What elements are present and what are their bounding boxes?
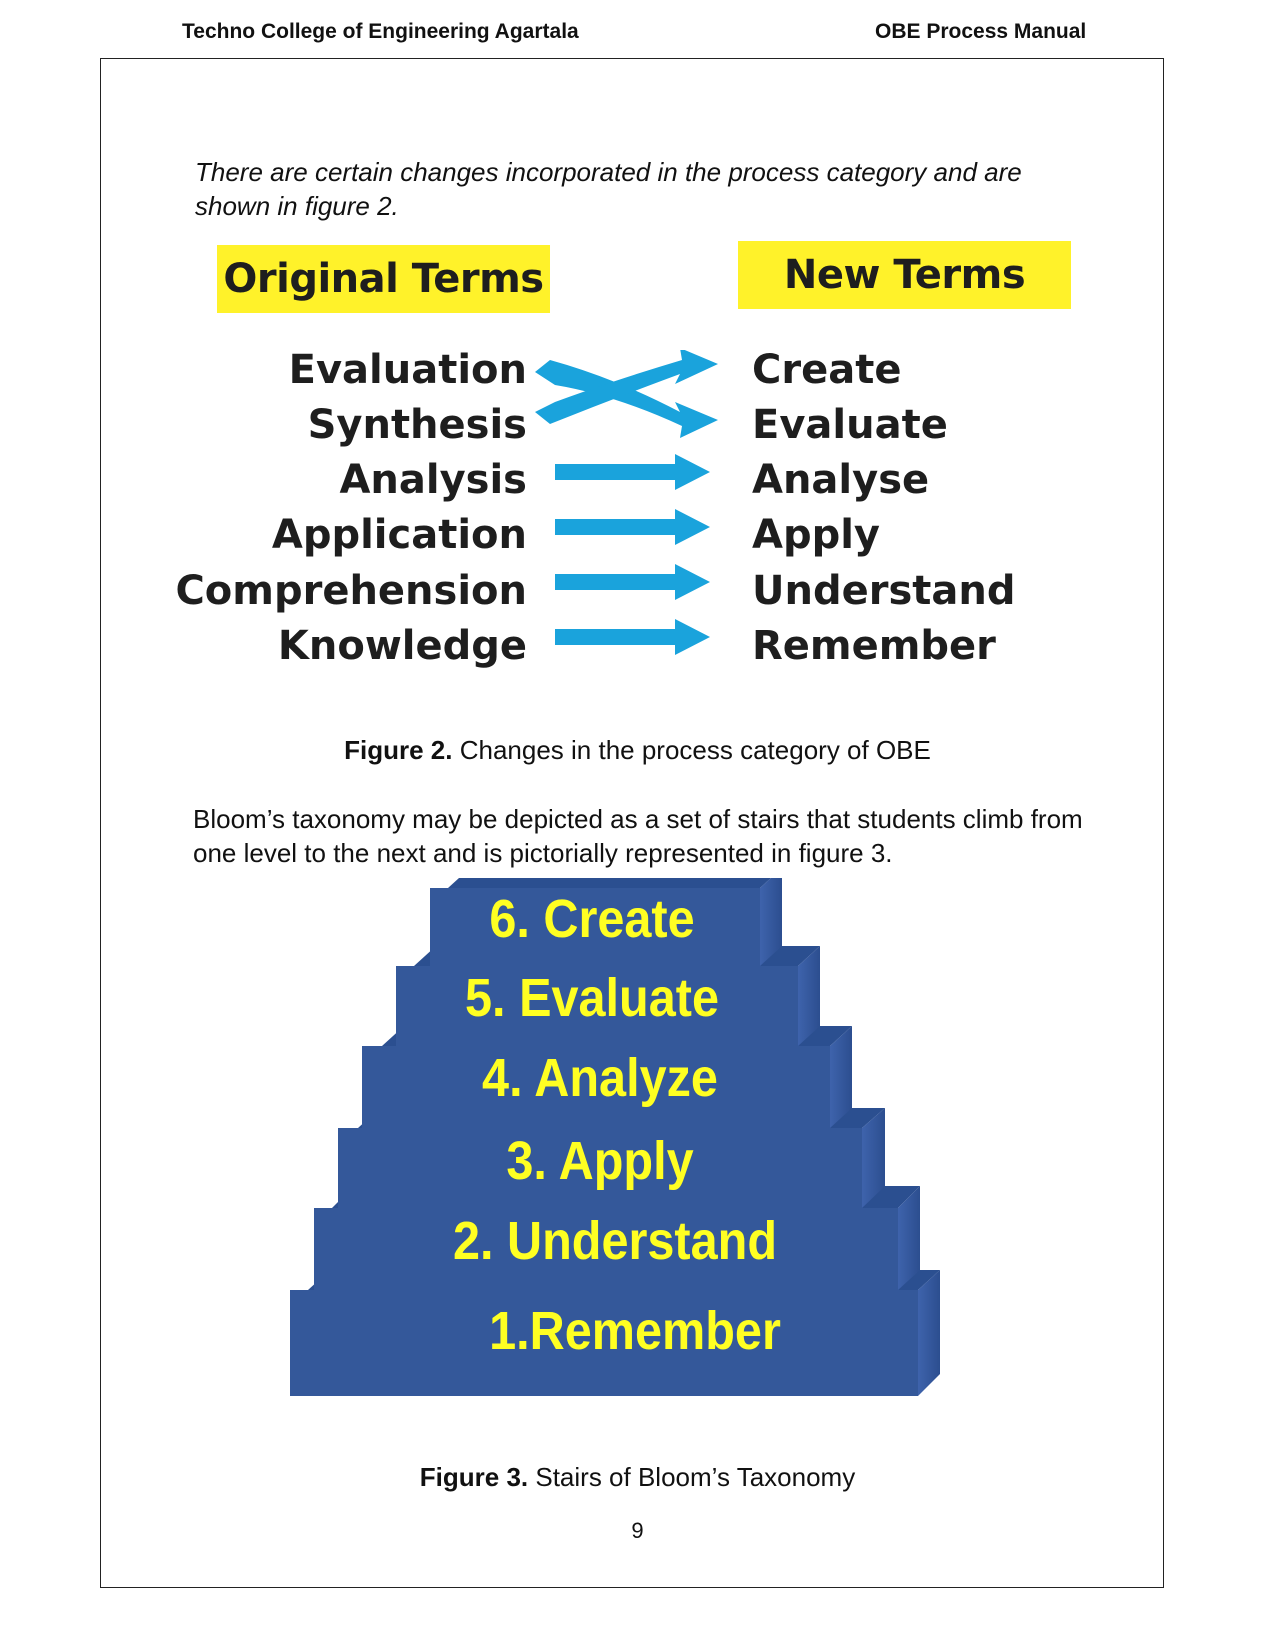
new-term: Apply <box>752 512 881 558</box>
stair-label-4: 4. Analyze <box>482 1048 718 1108</box>
arrow-right-icon <box>555 509 710 545</box>
new-term: Remember <box>752 623 996 669</box>
arrow-right-icon <box>555 454 710 490</box>
original-term: Application <box>271 512 527 558</box>
new-term: Evaluate <box>752 402 948 448</box>
mapping-arrows <box>530 350 730 680</box>
figure-2-caption-label: Figure 2. <box>344 735 453 765</box>
header-document-title: OBE Process Manual <box>875 20 1087 43</box>
arrow-right-icon <box>555 619 710 655</box>
stair-label-5: 5. Evaluate <box>465 968 719 1028</box>
header-institution: Techno College of Engineering Agartala <box>182 20 579 43</box>
new-terms-heading: New Terms <box>738 241 1071 309</box>
new-term: Create <box>752 347 902 393</box>
figure-3-caption <box>0 1462 1275 1493</box>
original-term: Synthesis <box>307 402 527 448</box>
original-term: Knowledge <box>277 623 527 669</box>
original-term: Comprehension <box>175 568 527 614</box>
original-term: Analysis <box>339 457 527 503</box>
new-term: Understand <box>752 568 1016 614</box>
figure-2-caption <box>0 735 1275 766</box>
stair-label-3: 3. Apply <box>506 1131 694 1191</box>
original-terms-heading: Original Terms <box>217 245 550 313</box>
body-paragraph: Bloom’s taxonomy may be depicted as a set of stairs that students climb from one level to the next and is pictorially represented in figure 3. <box>193 804 1083 868</box>
new-term: Analyse <box>752 457 930 503</box>
stair-label-2: 2. Understand <box>452 1211 778 1271</box>
page-number: 9 <box>631 1518 644 1543</box>
figure-3-caption-text: Stairs of Bloom’s Taxonomy <box>528 1462 856 1492</box>
intro-paragraph: There are certain changes incorporated in the process category and are shown in figure 2. <box>195 157 1022 221</box>
figure-2-caption-text: Changes in the process category of OBE <box>452 735 931 765</box>
arrow-right-icon <box>555 564 710 600</box>
stair-label-6: 6. Create <box>489 889 695 949</box>
figure-3-caption-label: Figure 3. <box>419 1462 529 1492</box>
original-term: Evaluation <box>288 347 527 393</box>
stair-label-1: 1.Remember <box>489 1301 781 1361</box>
